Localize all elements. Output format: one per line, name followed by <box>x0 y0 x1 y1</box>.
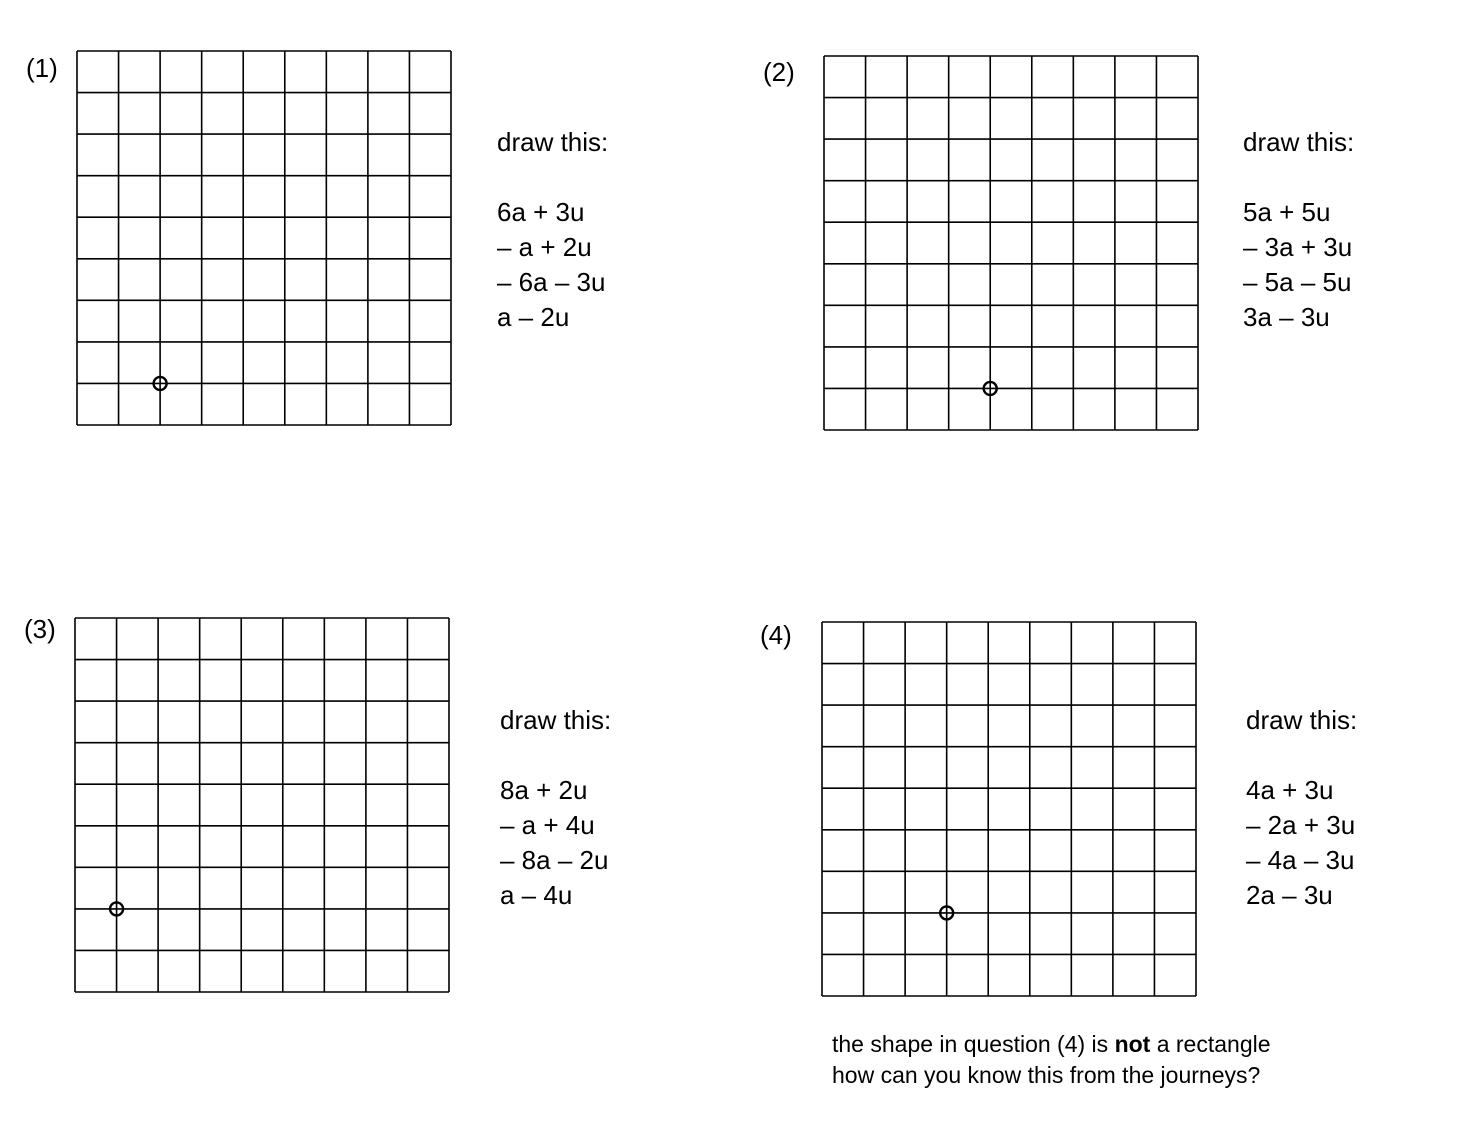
journey-step: – 8a – 2u <box>500 845 609 875</box>
journey-step: – 4a – 3u <box>1246 845 1355 875</box>
question-2-instructions <box>1243 125 1354 335</box>
square-grid <box>76 50 452 426</box>
journey-step: – 5a – 5u <box>1243 267 1352 297</box>
question-1-label: (1) <box>26 53 58 83</box>
question-1-grid <box>76 50 452 426</box>
journey-step: 3a – 3u <box>1243 302 1330 332</box>
footer-line-1-end: a rectangle <box>1150 1031 1271 1057</box>
square-grid <box>823 55 1199 431</box>
footer-line-1 <box>832 1029 1271 1060</box>
footer-line-1-start: the shape in question (4) is <box>832 1031 1115 1057</box>
journey-step: – a + 2u <box>497 232 592 262</box>
question-1-heading: draw this: <box>497 127 609 157</box>
footer-line-2: how can you know this from the journeys? <box>832 1062 1261 1088</box>
question-3-label: (3) <box>24 614 56 644</box>
question-3-instructions <box>500 703 611 913</box>
question-3-grid <box>74 617 450 993</box>
journey-step: – a + 4u <box>500 810 595 840</box>
footer-question <box>832 1029 1271 1091</box>
journey-step: 2a – 3u <box>1246 880 1333 910</box>
question-4-grid <box>821 621 1197 997</box>
square-grid <box>74 617 450 993</box>
journey-step: 4a + 3u <box>1246 775 1334 805</box>
question-1-instructions <box>497 125 608 335</box>
question-2-grid <box>823 55 1199 431</box>
journey-step: – 6a – 3u <box>497 267 606 297</box>
journey-step: – 2a + 3u <box>1246 810 1356 840</box>
journey-step: 5a + 5u <box>1243 197 1331 227</box>
square-grid <box>821 621 1197 997</box>
footer-emphasis: not <box>1114 1031 1151 1057</box>
question-4-instructions <box>1246 703 1357 913</box>
question-4-label: (4) <box>760 620 792 650</box>
journey-step: a – 4u <box>500 880 573 910</box>
question-4-heading: draw this: <box>1246 705 1358 735</box>
journey-step: 8a + 2u <box>500 775 588 805</box>
question-2-heading: draw this: <box>1243 127 1355 157</box>
question-2-label: (2) <box>763 57 795 87</box>
journey-step: – 3a + 3u <box>1243 232 1353 262</box>
journey-step: a – 2u <box>497 302 570 332</box>
journey-step: 6a + 3u <box>497 197 585 227</box>
question-3-heading: draw this: <box>500 705 612 735</box>
